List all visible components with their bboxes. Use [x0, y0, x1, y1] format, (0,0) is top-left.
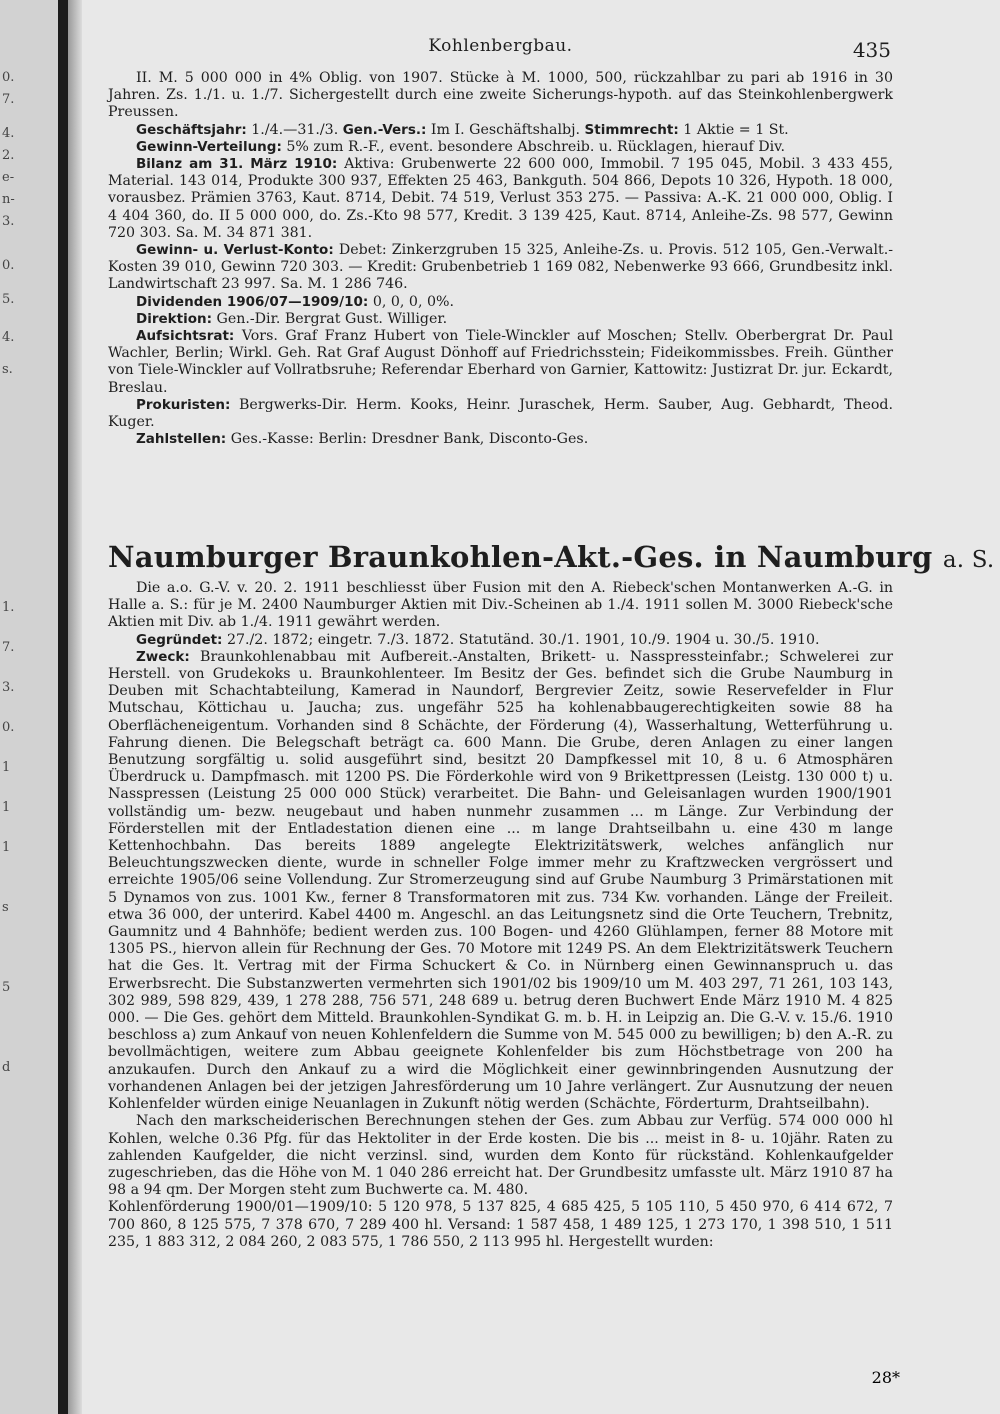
management-label: Direktion: [136, 310, 212, 327]
fiscal-year-value: 1./4.—31./3. [251, 121, 339, 138]
fiscal-year-label: Geschäftsjahr: [136, 121, 247, 138]
merger-paragraph: Die a.o. G.-V. v. 20. 2. 1911 beschliesst über Fusion mit den A. Riebeck'schen Montanwerken A.-G. in Halle a. S.: für je M. 2400 Naumburger Aktien mit Div.-Scheinen ab 1./4. 1911 sollen M. 3000 Riebeck'sche Aktien mit Div. ab 1./4. 1911 gewährt werden. [108, 580, 893, 631]
dividends [108, 294, 893, 311]
profit-loss-label: Gewinn- u. Verlust-Konto: [136, 242, 334, 259]
margin-fragment: 1. [2, 600, 15, 615]
margin-fragment: 3. [2, 680, 15, 695]
paying-agents-text: Ges.-Kasse: Berlin: Dresdner Bank, Disconto-Ges. [230, 431, 589, 448]
margin-fragment: 0. [2, 720, 15, 735]
margin-fragment: 7. [2, 92, 15, 107]
signature-mark: 28* [871, 1368, 900, 1387]
voting-right-label: Stimmrecht: [584, 121, 679, 138]
management-text: Gen.-Dir. Bergrat Gust. Williger. [216, 310, 448, 327]
purpose [108, 649, 893, 1113]
margin-fragment: 1 [2, 800, 11, 815]
margin-fragment: e- [2, 170, 15, 185]
company-entry-continued [108, 70, 893, 448]
book-gutter [68, 0, 82, 1414]
margin-fragment: 7. [2, 640, 15, 655]
founded-label: Gegründet: [136, 631, 223, 648]
adjacent-page-edge [0, 0, 58, 1414]
supervisory-board [108, 328, 893, 397]
paying-agents-label: Zahlstellen: [136, 431, 227, 448]
margin-fragment: 5. [2, 292, 15, 307]
purpose-text: Braunkohlenabbau mit Aufbereit.-Anstalten, Brikett- u. Nasspressteinfabr.; Schwelerei zur Herstell. von Grudekoks u. Braunkohlenteer. Im Besitz der Ges. befindet sich die Grube Naumburg in Deuben mit Schachtabteilung, Kamerad in Naundorf, Bergrevier Zeitz, sowie Reservefelder in Flur Mutschau, Köttichau u. Jaucha; zus. ungefähr 525 ha kohlenabbaugerechtigkeiten sowie 88 ha Oberflächeneigentum. Vorhanden sind 8 Schächte, der Förderung (4), Wasserhaltung, Wetterführung u. Fahrung dienen. Die Belegschaft beträgt ca. 600 Mann. Die Grube, deren Anlagen zu einer langen Benutzung sorgfältig u. solid ausgeführt sind, besitzt 20 Dampfkessel mit 10, 8 u. 6 Atmosphären Überdruck u. Dampfmasch. mit 1200 PS. Die Förderkohle wird von 9 Brikettpressen (Leistg. 130 000 t) u. Nasspressen (Leistung 25 000 000 Stück) verarbeitet. Die Bahn- und Geleisanlagen wurden 1900/1901 vollständig um- bezw. neugebaut und haben nunmehr zusammen ... m Länge. Zur Verbindung der Förderstellen mit der Entladestation dienen eine ... m lange Drahtseilbahn u. eine 430 m lange Kettenhochbahn. Das bereits 1889 angelegte Elektrizitätswerk, welches anfänglich nur Beleuchtungszwecken diente, wurde in schneller Folge immer mehr zu Kraftzwecken vergrössert und erreichte 1905/06 seine Vollendung. Zur Stromerzeugung sind auf Grube Naumburg 3 Primärstationen mit 5 Dynamos von zus. 1001 Kw., ferner 8 Transformatoren mit zus. 734 Kw. vorhanden. Länge der Freileit. etwa 36 000, der unterird. Kabel 4400 m. Angeschl. an das Leitungsnetz sind die Orte Teuchern, Trebnitz, Gaumnitz und 4 Bahnhöfe; bedient werden zus. 100 Bogen- und 4260 Glühlampen, ferner 88 Motore mit 1305 PS., hiervon allein für Rechnung der Ges. 70 Motore mit 1249 PS. An dem Elektrizitätswerk Teuchern hat die Ges. lt. Vertrag mit der Firma Schuckert & Co. in Nürnberg einen Gewinnanspruch u. das Erwerbsrecht. Die Substanzwerten vermehrten sich 1901/02 bis 1909/10 um M. 403 297, 71 261, 103 143, 302 989, 598 829, 439, 1 278 288, 756 571, 248 689 u. betrug deren Buchwert Ende März 1910 M. 4 825 000. — Die Ges. gehört dem Mitteld. Braunkohlen-Syndikat G. m. b. H. in Leipzig an. Die G.-V. v. 15./6. 1910 beschloss a) zum Ankauf von neuen Kohlenfeldern die Summe von M. 545 000 zu bewilligen; b) den A.-R. zu bevollmächtigen, weitere zum Abbau geeignete Kohlenfelder bis zum Höchstbetrage von 200 ha anzukaufen. Durch den Ankauf zu a wird die Möglichkeit einer gewinnbringenden Ausnutzung der vorhandenen Anlagen bei der jetzigen Jahresförderung um 10 Jahre verlängert. Zur Ausnutzung der neuen Kohlenfelder würden einige Neuanlagen in Zukunft nötig werden (Schächte, Förderturm, Drahtseilbahn). [108, 648, 893, 1113]
balance-sheet [108, 156, 893, 242]
coal-production: Kohlenförderung 1900/01—1909/10: 5 120 978, 5 137 825, 4 685 425, 5 105 110, 5 450 970, 6 414 672, 7 700 860, 8 125 575, 7 378 670, 7 289 400 hl. Versand: 1 587 458, 1 489 125, 1 273 170, 1 398 510, 1 511 235, 1 883 312, 2 084 260, 2 083 575, 1 786 550, 2 113 995 hl. Hergestellt wurden: [108, 1199, 893, 1250]
paying-agents [108, 431, 893, 448]
profit-distribution-text: 5% zum R.-F., event. besondere Abschreib. u. Rücklagen, hierauf Div. [286, 138, 786, 155]
reserves-paragraph: Nach den markscheiderischen Berechnungen stehen der Ges. zum Abbau zur Verfüg. 574 000 000 hl Kohlen, welche 0.36 Pfg. für das Hektoliter in der Erde kosten. Die bis ... meist in 8- u. 10jähr. Raten zu zahlenden Kaufgelder, die nicht verzinsl. sind, wurden dem Konto für rückständ. Kohlenkaufgelder zugeschrieben, das die Höhe von M. 1 040 286 erreicht hat. Der Grundbesitz umfasste ult. März 1910 87 ha 98 a 94 qm. Der Morgen steht zum Buchwerte ca. M. 480. [108, 1113, 893, 1199]
running-title: Kohlenbergbau. [428, 36, 573, 56]
bond-paragraph: II. M. 5 000 000 in 4% Oblig. von 1907. Stücke à M. 1000, 500, rückzahlbar zu pari ab 1916 in 30 Jahren. Zs. 1./1. u. 1./7. Sichergestellt durch eine zweite Sicherungs-hypoth. auf das Steinkohlenbergwerk Preussen. [108, 70, 893, 121]
balance-sheet-text: Aktiva: Grubenwerte 22 600 000, Immobil. 7 195 045, Mobil. 3 433 455, Material. 143 014, Produkte 300 937, Effekten 25 463, Bankguth. 504 866, Depots 10 326, Hypoth. 18 000, vorausbez. Prämien 3763, Kaut. 8714, Debit. 74 519, Verlust 353 275. — Passiva: A.-K. 21 000 000, Oblig. I 4 404 360, do. II 5 000 000, do. Zs.-Kto 98 577, Kredit. 3 139 425, Kaut. 8714, Anleihe-Zs. 98 577, Gewinn 720 303. Sa. M. 34 871 381. [108, 156, 894, 241]
founded-text: 27./2. 1872; eingetr. 7./3. 1872. Statutänd. 30./1. 1901, 10./9. 1904 u. 30./5. 1910. [226, 631, 820, 648]
authorized-officers-label: Prokuristen: [136, 396, 231, 413]
general-meeting-value: Im I. Geschäftshalbj. [430, 121, 581, 138]
book-binding-shadow [58, 0, 68, 1414]
dividends-text: 0, 0, 0, 0%. [372, 293, 454, 310]
margin-fragment: 4. [2, 330, 15, 345]
margin-fragment: 4. [2, 126, 15, 141]
company-heading-main: Naumburger Braunkohlen-Akt.-Ges. in Naumburg [108, 540, 933, 574]
profit-distribution-label: Gewinn-Verteilung: [136, 138, 282, 155]
general-meeting-label: Gen.-Vers.: [342, 121, 427, 138]
margin-fragment: 0. [2, 258, 15, 273]
margin-fragment: d [2, 1060, 11, 1075]
company-heading [108, 540, 995, 574]
margin-fragment: n- [2, 192, 15, 207]
fiscal-line [108, 122, 893, 139]
margin-fragment: 0. [2, 70, 15, 85]
purpose-label: Zweck: [136, 648, 190, 665]
authorized-officers [108, 397, 893, 431]
margin-fragment: 5 [2, 980, 11, 995]
supervisory-board-text: Vors. Graf Franz Hubert von Tiele-Winckler auf Moschen; Stellv. Oberbergrat Dr. Paul Wachler, Berlin; Wirkl. Geh. Rat Graf August Dönhoff auf Friedrichsstein; Fideikommissbes. Freih. Günther von Tiele-Winckler auf Vollratbsruhe; Referendar Eberhard von Garnier, Kattowitz: Justizrat Dr. jur. Eckardt, Breslau. [108, 328, 893, 396]
balance-sheet-label: Bilanz am 31. März 1910: [136, 156, 338, 173]
authorized-officers-text: Bergwerks-Dir. Herm. Kooks, Heinr. Juraschek, Herm. Sauber, Aug. Gebhardt, Theod. Kuger. [108, 396, 893, 431]
margin-fragment: s [2, 900, 9, 915]
profit-distribution [108, 139, 893, 156]
running-head [108, 36, 893, 62]
founded [108, 632, 893, 649]
company-heading-suffix: a. S. [942, 547, 995, 573]
management [108, 311, 893, 328]
voting-right-value: 1 Aktie = 1 St. [683, 121, 789, 138]
profit-loss-account [108, 242, 893, 294]
page-number: 435 [852, 38, 891, 62]
supervisory-board-label: Aufsichtsrat: [136, 328, 235, 345]
margin-fragment: 2. [2, 148, 15, 163]
margin-fragment: 3. [2, 214, 15, 229]
margin-fragment: s. [2, 362, 13, 377]
profit-loss-text: Debet: Zinkerzgruben 15 325, Anleihe-Zs. u. Provis. 512 105, Gen.-Verwalt.-Kosten 39 010, Gewinn 720 303. — Kredit: Grubenbetrieb 1 169 082, Nebenwerke 93 666, Grundbesitz inkl. Landwirtschaft 23 997. Sa. M. 1 286 746. [108, 242, 894, 293]
margin-fragment: 1 [2, 840, 11, 855]
company-entry-naumburger [108, 540, 995, 1251]
margin-fragment: 1 [2, 760, 11, 775]
dividends-label: Dividenden 1906/07—1909/10: [136, 293, 369, 310]
